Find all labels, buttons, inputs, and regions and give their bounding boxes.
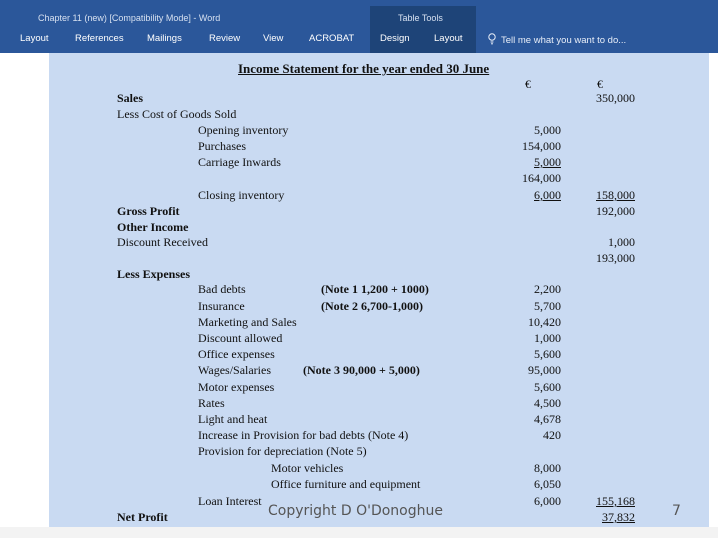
row-label: Carriage Inwards xyxy=(198,155,281,169)
amount-column-2: 158,000 xyxy=(596,188,635,202)
statement-row xyxy=(49,107,709,123)
amount-column-1: 5,600 xyxy=(534,347,561,361)
row-label: Insurance xyxy=(198,299,245,313)
amount-column-2: 37,832 xyxy=(602,510,635,524)
row-label: Motor vehicles xyxy=(271,461,344,475)
row-label: Provision for depreciation (Note 5) xyxy=(198,444,367,458)
currency-header-2: € xyxy=(597,77,603,91)
statement-row xyxy=(49,299,709,315)
row-label: Wages/Salaries xyxy=(198,363,272,377)
amount-column-1: 154,000 xyxy=(522,139,561,153)
currency-header-1: € xyxy=(525,77,531,91)
amount-column-1: 6,000 xyxy=(534,494,561,508)
row-label: Light and heat xyxy=(198,412,268,426)
amount-column-1: 95,000 xyxy=(528,363,561,377)
statement-row xyxy=(49,139,709,155)
statement-title: Income Statement for the year ended 30 June xyxy=(238,61,490,76)
statement-row xyxy=(49,461,709,477)
title-bar xyxy=(0,0,718,28)
statement-row xyxy=(49,267,709,283)
row-label: Closing inventory xyxy=(198,188,285,202)
tab-table-layout[interactable]: Layout xyxy=(434,33,463,44)
row-label: Opening inventory xyxy=(198,123,289,137)
row-label: Other Income xyxy=(117,220,189,234)
statement-row xyxy=(49,444,709,460)
table-tools-label: Table Tools xyxy=(398,13,443,23)
amount-column-1: 1,000 xyxy=(534,331,561,345)
tab-view[interactable]: View xyxy=(263,33,284,44)
row-label: Net Profit xyxy=(117,510,168,524)
amount-column-1: 5,000 xyxy=(534,123,561,137)
lightbulb-icon xyxy=(487,33,497,45)
row-label: Discount allowed xyxy=(198,331,283,345)
statement-row xyxy=(49,235,709,251)
statement-row xyxy=(49,188,709,204)
statement-row xyxy=(49,380,709,396)
statement-row xyxy=(49,347,709,363)
amount-column-2: 1,000 xyxy=(608,235,635,249)
amount-column-1: 164,000 xyxy=(522,171,561,185)
status-bar xyxy=(0,527,718,538)
statement-row xyxy=(49,331,709,347)
amount-column-2: 350,000 xyxy=(596,91,635,105)
row-note: (Note 1 1,200 + 1000) xyxy=(321,282,429,296)
statement-row xyxy=(49,123,709,139)
row-label: Marketing and Sales xyxy=(198,315,297,329)
amount-column-2: 155,168 xyxy=(596,494,635,508)
tab-mailings[interactable]: Mailings xyxy=(147,33,182,44)
row-label: Less Cost of Goods Sold xyxy=(117,107,237,121)
tab-acrobat[interactable]: ACROBAT xyxy=(309,33,355,44)
amount-column-1: 10,420 xyxy=(528,315,561,329)
row-label: Loan Interest xyxy=(198,494,262,508)
statement-row xyxy=(49,428,709,444)
copyright-text: Copyright D O'Donoghue xyxy=(268,503,443,519)
row-note: (Note 3 90,000 + 5,000) xyxy=(303,363,420,377)
amount-column-1: 420 xyxy=(543,428,561,442)
amount-column-1: 6,000 xyxy=(534,188,561,202)
row-label: Bad debts xyxy=(198,282,246,296)
tab-review[interactable]: Review xyxy=(209,33,241,44)
statement-row xyxy=(49,91,709,107)
tell-me-search[interactable] xyxy=(487,33,626,46)
statement-row xyxy=(49,220,709,236)
statement-row xyxy=(49,412,709,428)
amount-column-1: 5,000 xyxy=(534,155,561,169)
ribbon xyxy=(0,0,718,53)
tab-layout[interactable]: Layout xyxy=(20,33,49,44)
row-note: (Note 2 6,700-1,000) xyxy=(321,299,423,313)
window-title: Chapter 11 (new) [Compatibility Mode] - Word xyxy=(38,13,221,23)
statement-row xyxy=(49,204,709,220)
row-label: Increase in Provision for bad debts (Note 4) xyxy=(198,428,409,442)
amount-column-1: 6,050 xyxy=(534,477,561,491)
row-label: Less Expenses xyxy=(117,267,191,281)
row-label: Office furniture and equipment xyxy=(271,477,421,491)
amount-column-1: 5,600 xyxy=(534,380,561,394)
amount-column-1: 8,000 xyxy=(534,461,561,475)
statement-row xyxy=(49,363,709,379)
amount-column-1: 4,500 xyxy=(534,396,561,410)
row-label: Motor expenses xyxy=(198,380,275,394)
page-number: 7 xyxy=(672,503,681,519)
statement-row xyxy=(49,396,709,412)
statement-row xyxy=(49,251,709,267)
amount-column-2: 193,000 xyxy=(596,251,635,265)
row-label: Rates xyxy=(198,396,225,410)
statement-row xyxy=(49,155,709,171)
row-label: Discount Received xyxy=(117,235,208,249)
statement-row xyxy=(49,171,709,187)
amount-column-1: 2,200 xyxy=(534,282,561,296)
amount-column-1: 4,678 xyxy=(534,412,561,426)
statement-row xyxy=(49,477,709,493)
row-label: Purchases xyxy=(198,139,246,153)
row-label: Gross Profit xyxy=(117,204,180,218)
tab-references[interactable]: References xyxy=(75,33,124,44)
statement-row xyxy=(49,282,709,298)
statement-row xyxy=(49,315,709,331)
tab-table-design[interactable]: Design xyxy=(380,33,410,44)
tell-me-placeholder: Tell me what you want to do... xyxy=(501,35,627,46)
income-statement-slide[interactable] xyxy=(49,53,709,527)
amount-column-2: 192,000 xyxy=(596,204,635,218)
row-label: Office expenses xyxy=(198,347,275,361)
row-label: Sales xyxy=(117,91,144,105)
amount-column-1: 5,700 xyxy=(534,299,561,313)
